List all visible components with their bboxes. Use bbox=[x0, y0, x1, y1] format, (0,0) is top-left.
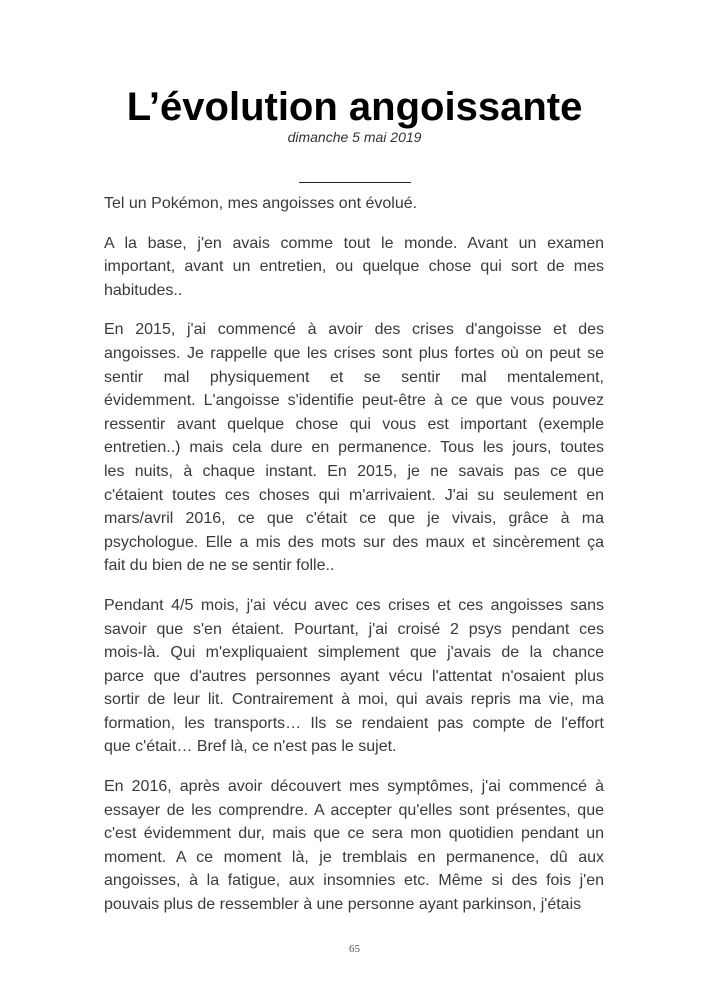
text-line: savoir que s'en étaient. Pourtant, j'ai croisé 2 psys pendant ces bbox=[104, 620, 604, 638]
paragraph bbox=[104, 594, 604, 759]
paragraph bbox=[104, 192, 604, 216]
text-line: mois-là. Qui m'expliquaient simplement que j'avais de la chance bbox=[104, 644, 604, 662]
text-line: fait du bien de ne se sentir folle.. bbox=[104, 557, 335, 575]
text-line: c'étaient toutes ces choses qui m'arrivaient. J'ai su seulement en bbox=[104, 486, 604, 504]
paragraph bbox=[104, 232, 604, 303]
text-line: angoisses, à la fatigue, aux insomnies etc. Même si des fois j'en bbox=[104, 872, 604, 890]
text-line: mars/avril 2016, ce que c'était ce que je vivais, grâce à ma bbox=[104, 510, 604, 528]
text-line: sortir de leur lit. Contrairement à moi, qui avais repris ma vie, ma bbox=[104, 691, 604, 709]
paragraph bbox=[104, 775, 604, 917]
text-line: les nuits, à chaque instant. En 2015, je ne savais pas ce que bbox=[104, 462, 604, 480]
text-line: moment. A ce moment là, je tremblais en permanence, dû aux bbox=[104, 848, 604, 866]
page-number: 65 bbox=[349, 943, 360, 955]
text-line: A la base, j'en avais comme tout le monde. Avant un examen bbox=[104, 234, 604, 252]
text-line: entretien..) mais cela dure en permanence. Tous les jours, toutes bbox=[104, 439, 604, 457]
article-body bbox=[104, 192, 604, 933]
text-line: psychologue. Elle a mis des mots sur des maux et sincèrement ça bbox=[104, 533, 604, 551]
page-title: L’évolution angoissante bbox=[126, 85, 583, 129]
text-line: Tel un Pokémon, mes angoisses ont évolué. bbox=[104, 195, 418, 212]
text-line: formation, les transports… Ils se rendaient pas compte de l'effort bbox=[104, 714, 604, 732]
text-line: sentir mal physiquement et se sentir mal mentalement, bbox=[104, 368, 604, 386]
text-line: En 2016, après avoir découvert mes symptômes, j'ai commencé à bbox=[104, 778, 604, 796]
text-line: que c'était… Bref là, ce n'est pas le sujet. bbox=[104, 738, 397, 756]
separator-line: ______________ bbox=[299, 167, 410, 184]
text-line: Pendant 4/5 mois, j'ai vécu avec ces crises et ces angoisses sans bbox=[104, 596, 604, 614]
post-date: dimanche 5 mai 2019 bbox=[287, 129, 422, 145]
text-line: évidemment. L'angoisse s'identifie peut-être à ce que vous pouvez bbox=[104, 392, 604, 410]
text-line: important, avant un entretien, ou quelque chose qui sort de mes bbox=[104, 258, 604, 276]
text-line: En 2015, j'ai commencé à avoir des crises d'angoisse et des bbox=[104, 321, 604, 339]
text-line: c'est évidemment dur, mais que ce sera mon quotidien pendant un bbox=[104, 825, 604, 843]
paragraph bbox=[104, 318, 604, 578]
text-line: parce que d'autres personnes ayant vécu l'attentat n'osaient plus bbox=[104, 667, 604, 685]
text-line: pouvais plus de ressembler à une personne ayant parkinson, j'étais bbox=[104, 896, 582, 914]
text-line: ressentir avant quelque chose qui vous est important (exemple bbox=[104, 415, 604, 433]
text-line: habitudes.. bbox=[104, 281, 183, 299]
text-line: angoisses. Je rappelle que les crises sont plus fortes où on peut se bbox=[104, 344, 604, 362]
text-line: essayer de les comprendre. A accepter qu'elles sont présentes, que bbox=[104, 801, 604, 819]
